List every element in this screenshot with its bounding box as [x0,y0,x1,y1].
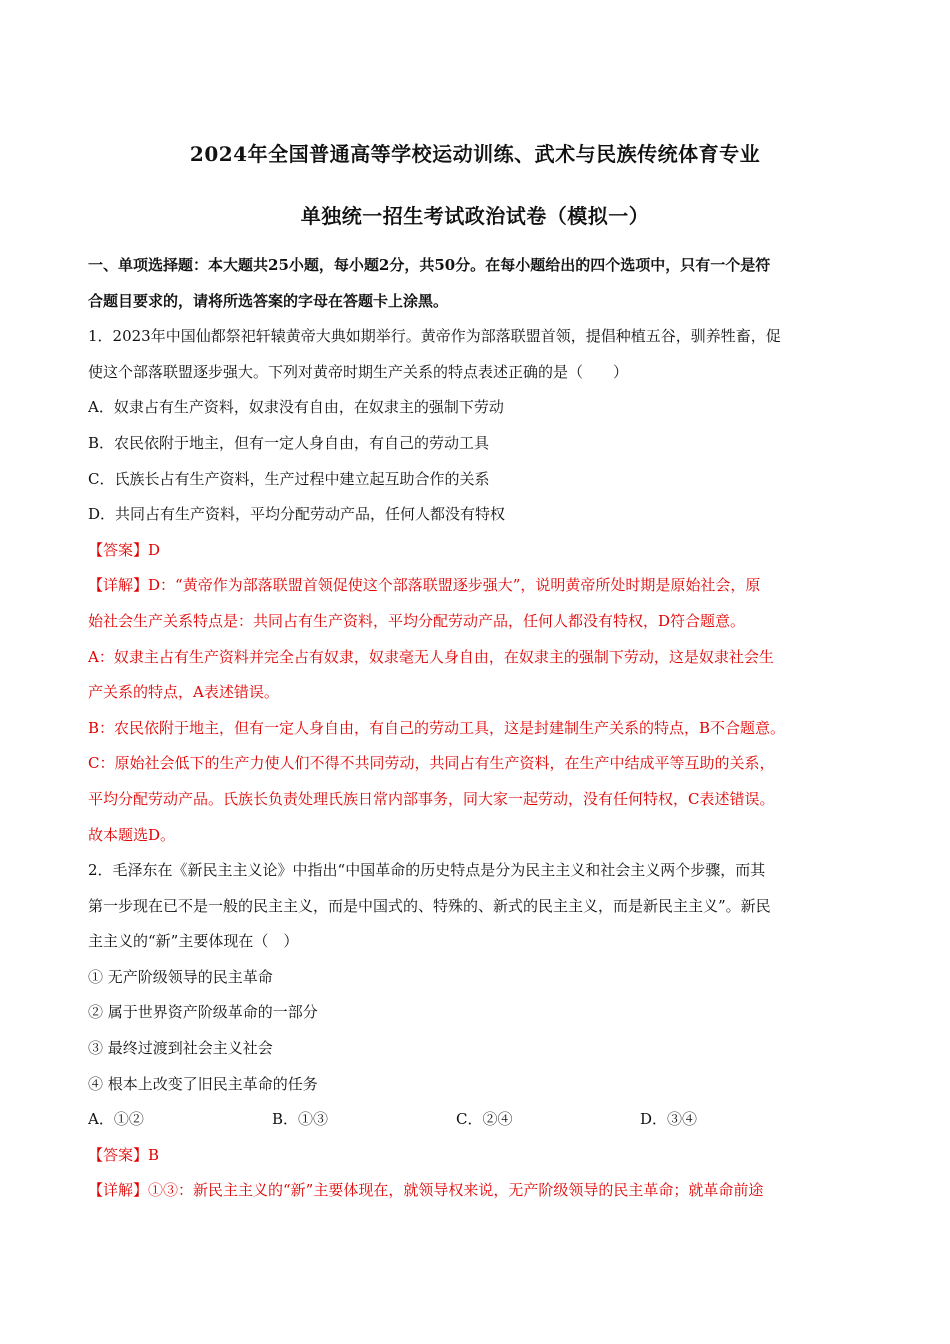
q1-detail-line-8: 故本题选D。 [88,825,176,844]
q1-stem-line-2: 使这个部落联盟逐步强大。下列对黄帝时期生产关系的特点表述正确的是（ ） [88,362,629,381]
q1-detail-line-3: A：奴隶主占有生产资料并完全占有奴隶，奴隶毫无人身自由，在奴隶主的强制下劳动，这是奴隶社会生 [88,647,774,666]
q1-stem-line-1: 1．2023年中国仙都祭祀轩辕黄帝大典如期举行。黄帝作为部落联盟首领，提倡种植五谷，驯养牲畜，促 [88,327,781,346]
q2-stem-line-2: 第一步现在已不是一般的民主主义，而是中国式的、特殊的、新式的民主主义，而是新民主主义”。新民 [88,896,771,915]
q1-option-a: A．奴隶占有生产资料，奴隶没有自由，在奴隶主的强制下劳动 [88,398,504,417]
exam-title-line-2: 单独统一招生考试政治试卷（模拟一） [300,204,650,228]
q2-item-1: ① 无产阶级领导的民主革命 [88,967,273,986]
q1-answer: 【答案】D [88,540,161,559]
q2-stem-line-3: 主主义的“新”主要体现在（ ） [88,932,299,951]
section-heading-line-1: 一、单项选择题：本大题共25小题，每小题2分，共50分。在每小题给出的四个选项中，只有一个是符 [88,256,771,274]
q1-option-b: B．农民依附于地主，但有一定人身自由，有自己的劳动工具 [88,433,490,452]
q2-item-4: ④ 根本上改变了旧民主革命的任务 [88,1074,318,1093]
q2-item-2: ② 属于世界资产阶级革命的一部分 [88,1003,318,1022]
exam-title-line-1: 2024年全国普通高等学校运动训练、武术与民族传统体育专业 [189,142,761,166]
q2-item-3: ③ 最终过渡到社会主义社会 [88,1039,273,1058]
q2-option-b: B．①③ [272,1110,329,1129]
q1-detail-line-4: 产关系的特点，A表述错误。 [88,683,279,702]
exam-content [88,248,864,1209]
q2-options-row [88,1102,864,1138]
q1-detail-line-1: 【详解】D：“黄帝作为部落联盟首领促使这个部落联盟逐步强大”，说明黄帝所处时期是原始社会，原 [88,576,761,595]
q1-detail-line-2: 始社会生产关系特点是：共同占有生产资料，平均分配劳动产品，任何人都没有特权，D符合题意。 [88,611,746,630]
q2-stem-line-1: 2．毛泽东在《新民主主义论》中指出“中国革命的历史特点是分为民主主义和社会主义两个步骤，而其 [88,861,766,880]
q1-option-c: C．氏族长占有生产资料，生产过程中建立起互助合作的关系 [88,469,490,488]
q2-option-a: A．①② [88,1110,144,1129]
q2-option-d: D．③④ [640,1110,698,1129]
q2-answer: 【答案】B [88,1145,160,1164]
q1-detail-line-5: B：农民依附于地主，但有一定人身自由，有自己的劳动工具，这是封建制生产关系的特点，B不合题意。 [88,718,786,737]
q2-option-c: C．②④ [456,1110,513,1129]
q2-detail-line-1: 【详解】①③：新民主主义的“新”主要体现在，就领导权来说，无产阶级领导的民主革命；就革命前途 [88,1181,764,1200]
section-heading-line-2: 合题目要求的，请将所选答案的字母在答题卡上涂黑。 [88,291,449,310]
q1-detail-line-7: 平均分配劳动产品。氏族长负责处理氏族日常内部事务，同大家一起劳动，没有任何特权，C表述错误。 [88,789,775,808]
q1-option-d: D．共同占有生产资料，平均分配劳动产品，任何人都没有特权 [88,505,506,524]
q1-detail-line-6: C：原始社会低下的生产力使人们不得不共同劳动，共同占有生产资料，在生产中结成平等互助的关系， [88,754,775,773]
